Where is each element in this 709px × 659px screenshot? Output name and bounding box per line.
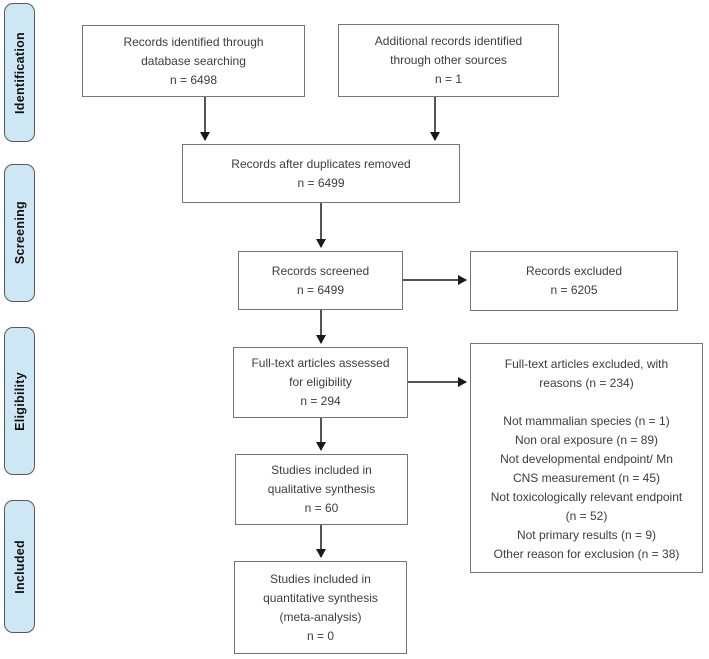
box-records-identified [82,25,305,97]
text-line: n = 60 [304,501,339,515]
stage-label-eligibility-text: Eligibility [12,371,27,431]
stage-label-eligibility [4,327,35,475]
text-line: n = 294 [300,394,341,408]
fulltext-excluded-reasons [471,412,702,564]
text-line: Records excluded [525,264,623,278]
text-line: n = 0 [306,628,335,643]
box-quantitative-synthesis [234,561,407,654]
box-qualitative-synthesis [235,454,408,525]
text-line: Additional records identified [374,34,523,48]
text-line: (n = 52) [565,509,608,523]
fulltext-excluded-title [471,355,702,393]
box-records-screened [238,251,403,310]
text-line: Studies included in [270,571,371,586]
text-line: CNS measurement (n = 45) [512,471,661,485]
text-line: Records after duplicates removed [231,156,411,171]
text-line: n = 6205 [550,283,598,297]
box-fulltext-assessed [233,347,408,418]
text-line: n = 1 [434,72,463,86]
text-line: through other sources [390,53,507,67]
text-line: Full-text articles assessed [251,356,390,370]
text-line: database searching [141,53,246,68]
text-line: Not developmental endpoint/ Mn [500,452,673,466]
text-line: Records identified through [123,34,264,49]
stage-label-identification-text: Identification [12,31,27,114]
box-fulltext-excluded [470,343,703,573]
text-line: Not primary results (n = 9) [516,528,657,542]
stage-label-screening [4,164,35,302]
text-line: quantitative synthesis [263,590,378,605]
box-additional-records [338,24,559,97]
text-line: (meta-analysis) [279,609,362,624]
text-line: n = 6499 [297,175,345,190]
text-line: reasons (n = 234) [539,376,634,390]
stage-label-included-text: Included [12,539,27,594]
text-line: Records screened [271,263,370,278]
stage-label-screening-text: Screening [12,201,27,265]
text-line: Other reason for exclusion (n = 38) [493,547,680,561]
box-duplicates-removed [182,144,460,203]
text-line: Not mammalian species (n = 1) [503,414,670,428]
text-line: n = 6498 [169,72,218,87]
stage-label-included [4,500,35,633]
text-line: Non oral exposure (n = 89) [514,433,659,447]
text-line: qualitative synthesis [267,482,376,496]
text-line: Studies included in [271,463,372,477]
text-line: Full-text articles excluded, with [504,357,669,371]
text-line: Not toxicologically relevant endpoint [490,490,683,504]
text-line: for eligibility [289,375,352,389]
box-records-excluded [470,251,678,311]
text-line: n = 6499 [296,282,345,297]
stage-label-identification [4,3,35,142]
